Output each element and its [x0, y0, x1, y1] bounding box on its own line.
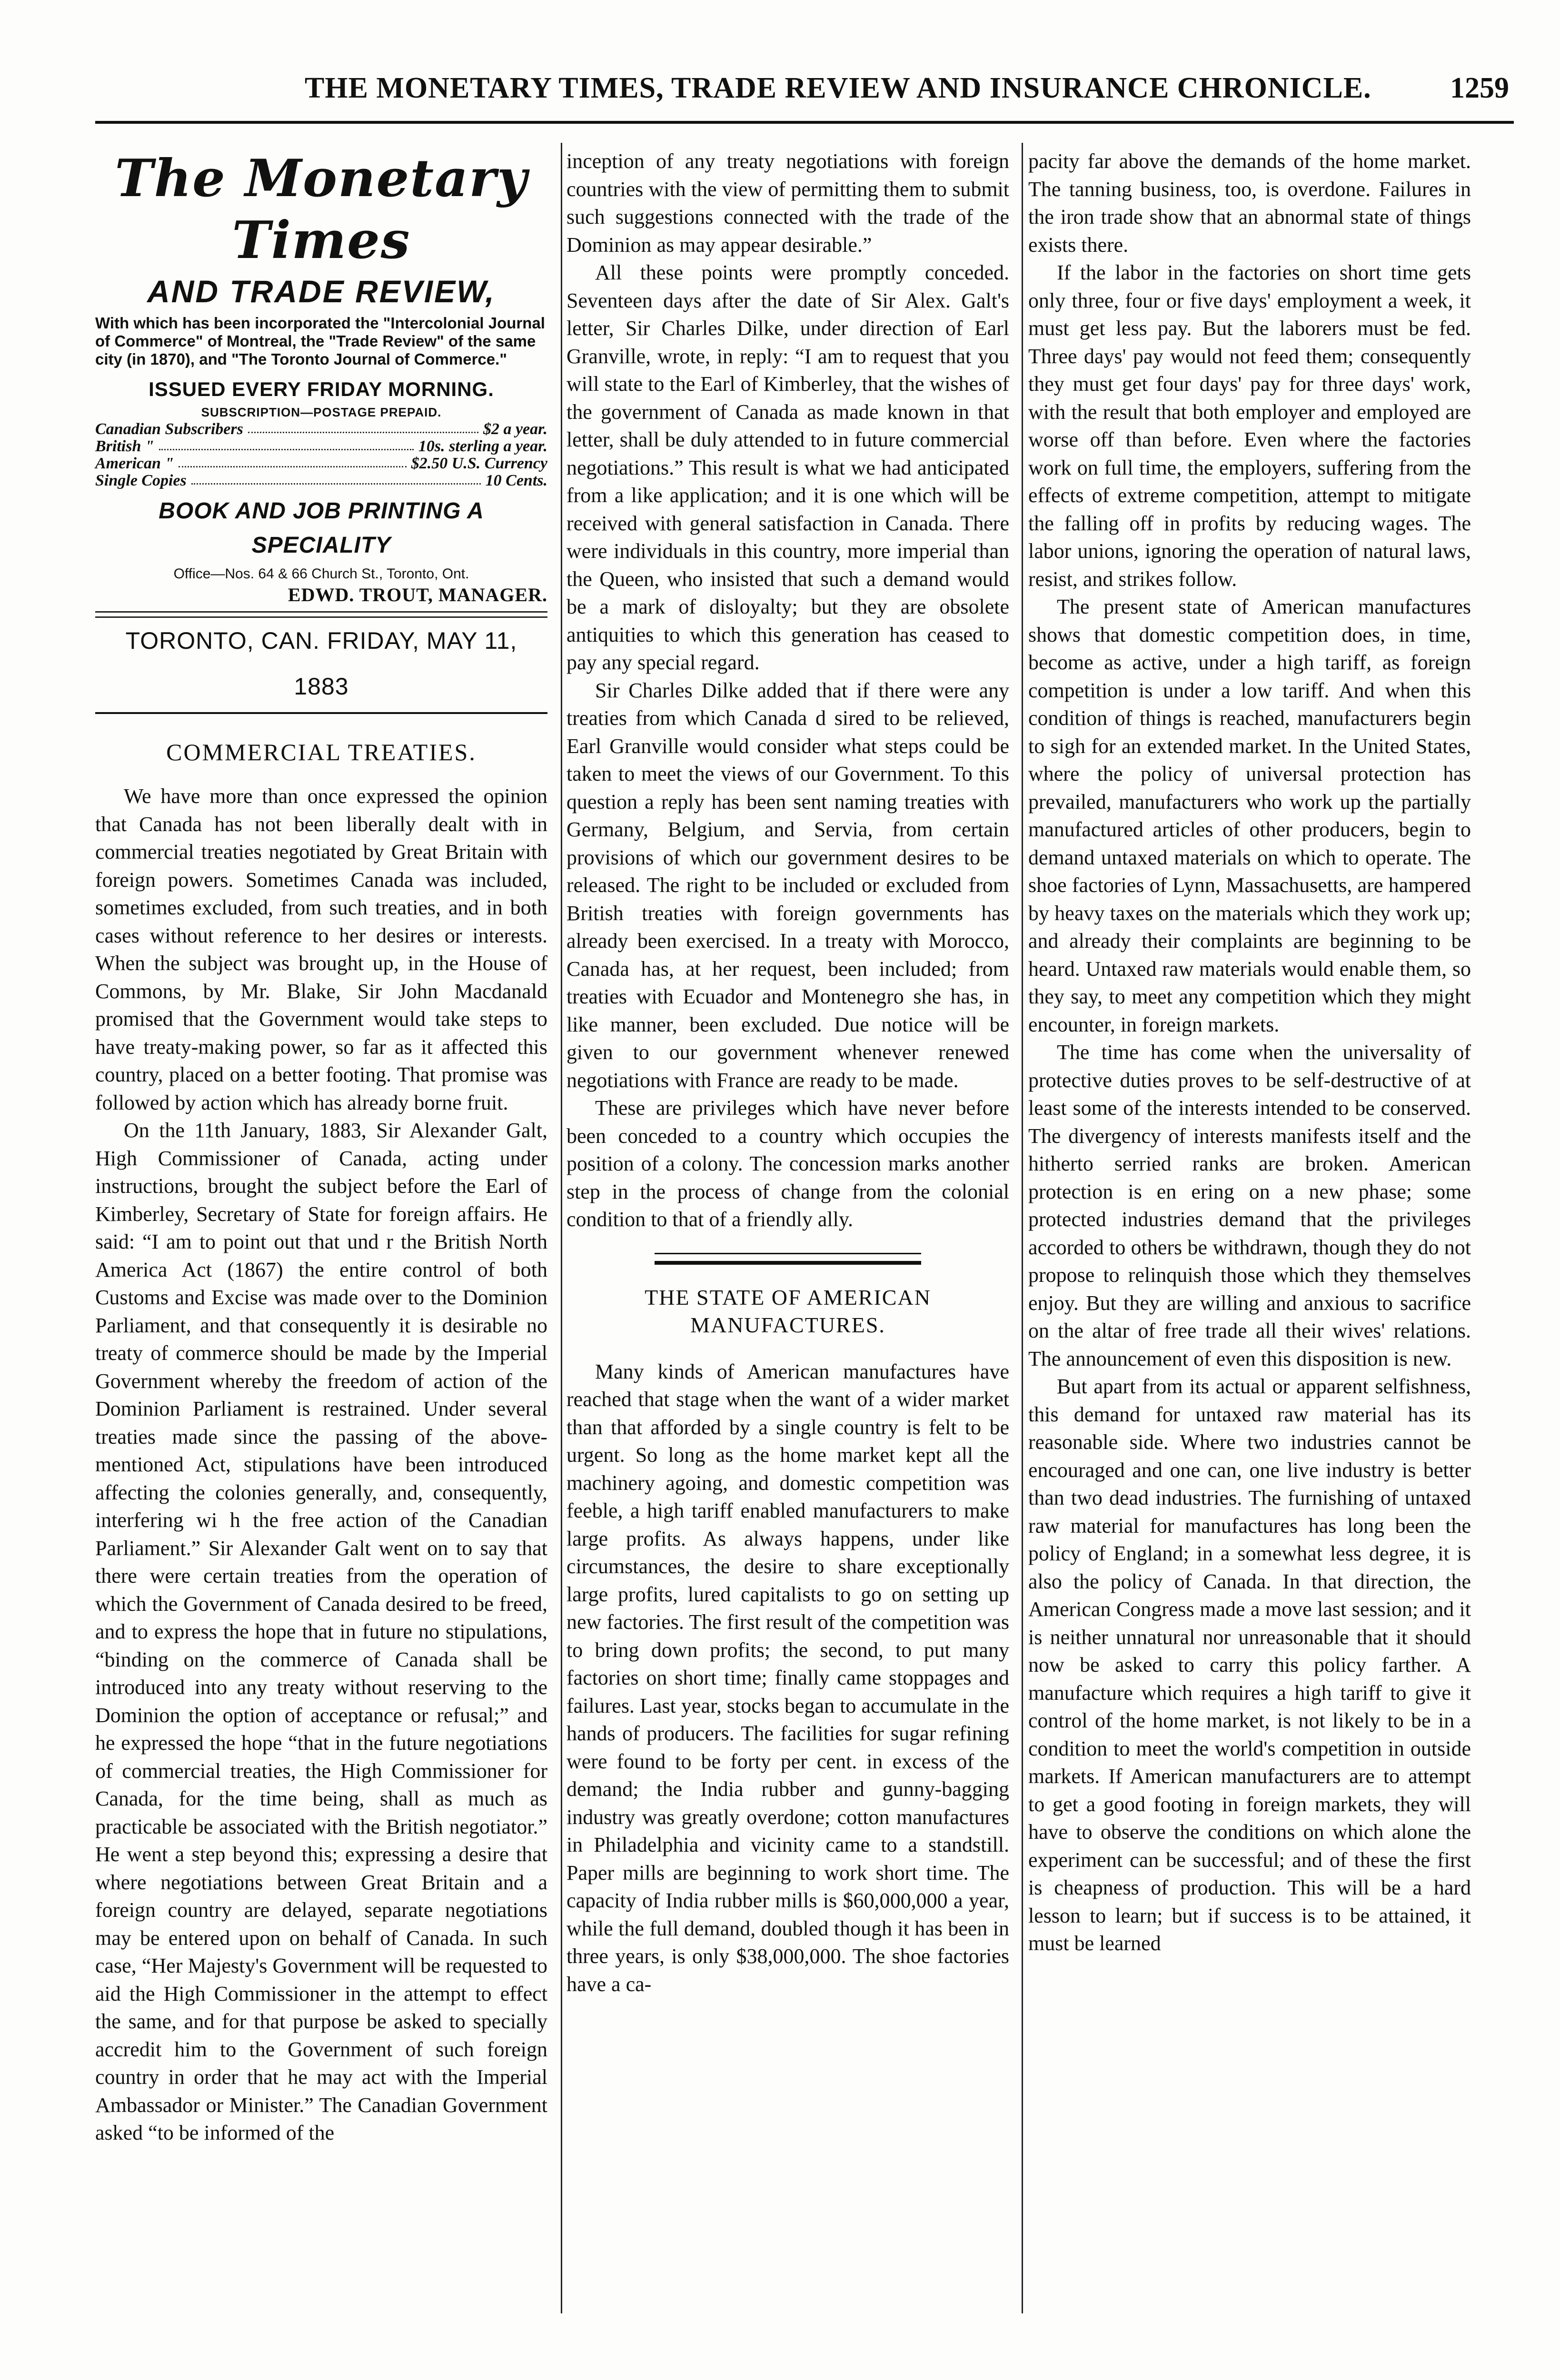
paragraph: If the labor in the factories on short time gets only three, four or five days' employment a week, it must get less pay. But the laborers must be fed. Three days' pay would not feed them; consequently they must get four days' pay for three days' work, with the result that both employer and employed are worse off than before. Even where the factories work on full time, the employers, suffering from the effects of extreme competition, attempt to mitigate the falling off in profits by reducing wages. The labor unions, ignoring the operation of natural laws, resist, and strikes follow. [1028, 261, 1471, 591]
leader-dots [159, 438, 414, 450]
paragraph: We have more than once expressed the opinion that Canada has not been liberally dealt with in commercial treaties negotiated by Great Britain with foreign powers. Sometimes Canada was included, sometimes excluded, from such treaties, and in both cases without reference to her desires or interests. When the subject was brought up, in the House of Commons, by Mr. Blake, Sir John Macdanald promised that the Government would take steps to have treaty-making power, so far as it affected this country, placed on a better footing. That promise was followed by action which has already borne fruit. [95, 784, 547, 1114]
paragraph: These are privileges which have never before been conceded to a country which occupies the position of a colony. The concession marks another step in the process of change from the colonial condition to that of a friendly ally. [566, 1096, 1009, 1231]
running-head [100, 71, 1509, 119]
column-3 [1028, 148, 1471, 1958]
leader-dots [248, 421, 478, 433]
subscription-price: $2 a year. [483, 420, 547, 438]
subscription-label: American " [95, 455, 174, 472]
head-rule [95, 121, 1514, 124]
masthead-title: The Monetary Times [115, 149, 528, 270]
leader-dots [179, 455, 407, 467]
subscription-row [95, 421, 547, 438]
book-printing-notice: BOOK AND JOB PRINTING A SPECIALITY [159, 498, 484, 558]
column-rule-1 [561, 143, 562, 2313]
article-title-american-manufactures: THE STATE OF AMERICAN MANUFACTURES. [645, 1285, 931, 1337]
running-title: THE MONETARY TIMES, TRADE REVIEW AND INSURANCE CHRONICLE. [305, 72, 1371, 104]
paragraph: inception of any treaty negotiations with foreign countries with the view of permitting them to submit such suggestions connected with the trade of the Dominion as may appear desirable.” [566, 149, 1009, 257]
article-body-col3 [1028, 148, 1471, 1958]
article-separator [655, 1253, 921, 1265]
dateline-rule [95, 712, 547, 714]
subscription-heading: SUBSCRIPTION—POSTAGE PREPAID. [201, 405, 442, 419]
paragraph: pacity far above the demands of the home market. The tanning business, too, is overdone. Failures in the iron trade show that an abnormal state of things exists there. [1028, 149, 1471, 257]
paragraph: On the 11th January, 1883, Sir Alexander Galt, High Commissioner of Canada, acting under instructions, brought the subject before the Earl of Kimberley, Secretary of State for foreign affairs. He said: “I am to point out that und r the British North America Act (1867) the entire control of both Customs and Excise was made over to the Dominion Parliament, and that consequently it is desirable no treaty of commerce should be made by the Imperial Government whereby the freedom of action of the Dominion Parliament is restrained. Under several treaties made since the passing of the above-mentioned Act, stipulations have been introduced affecting the colonies generally, and, consequently, interfering wi h the free action of the Canadian Parliament.” Sir Alexander Galt went on to say that there were certain treaties from the operation of which the Government of Canada desired to be freed, and to express the hope that in future no stipulations, “binding on the commerce of Canada shall be introduced into any treaty without reserving to the Dominion the option of acceptance or refusal;” and he expressed the hope “that in the future negotiations of commercial treaties, the High Commissioner for Canada, for the time being, shall as much as practicable be associated with the British negotiator.” He went a step beyond this; expressing a desire that where negotiations between Great Britain and a foreign country are delayed, separate negotiations may be entered upon on behalf of Canada. In such case, “Her Majesty's Government will be requested to aid the High Commissioner in the attempt to effect the same, and for that purpose be asked to specially accredit him to the Government of such foreign country in order that he may act with the Imperial Ambassador or Minister.” The Canadian Government asked “to be informed of the [95, 1119, 547, 2144]
subscription-row [95, 455, 547, 472]
subscription-list [95, 421, 547, 489]
masthead-rule [95, 611, 547, 618]
leader-dots [191, 472, 481, 485]
masthead-issued: ISSUED EVERY FRIDAY MORNING. [149, 378, 494, 400]
article-title-commercial-treaties: COMMERCIAL TREATIES. [166, 739, 477, 765]
masthead-subtitle: AND TRADE REVIEW, [147, 274, 496, 309]
paragraph: All these points were promptly conceded. Seventeen days after the date of Sir Alex. Galt's letter, Sir Charles Dilke, under direction of Earl Granville, wrote, in reply: “I am to request that you will state to the Earl of Kimberley, that the wishes of the government of Canada as made known in that letter, shall be duly attended to in future commercial negotiations.” This result is what we had anticipated from a like application; and it is one which will be received with general satisfaction in Canada. There were individuals in this country, more imperial than the Queen, who insisted that such a demand would be a mark of disloyalty; but they are obsolete antiquities to which this generation has ceased to pay any special regard. [566, 261, 1009, 674]
masthead [95, 148, 547, 714]
subscription-label: Single Copies [95, 472, 187, 489]
subscription-price: $2.50 U.S. Currency [411, 455, 547, 472]
manager-name: EDWD. TROUT, MANAGER. [288, 584, 547, 605]
paragraph: The present state of American manufactures shows that domestic competition does, in time, become as active, under a high tariff, as foreign competition is under a low tariff. And when this condition of things is reached, manufacturers begin to sigh for an extended market. In the United States, where the policy of universal protection has prevailed, manufacturers who work up the partially manufactured articles of other producers, begin to demand untaxed materials on which to operate. The shoe factories of Lynn, Massachusetts, are hampered by heavy taxes on the materials which they work up; and already their complaints are beginning to be heard. Untaxed raw materials would enable them, so they say, to meet any competition which they might encounter, in foreign markets. [1028, 595, 1471, 1036]
subscription-label: Canadian Subscribers [95, 420, 243, 438]
column-2 [566, 148, 1009, 1998]
subscription-price: 10s. sterling a year. [418, 437, 547, 455]
column-rule-2 [1022, 143, 1023, 2313]
masthead-note: With which has been incorporated the "Intercolonial Journal of Commerce" of Montreal, the "Trade Review" of the same city (in 1870), and "The Toronto Journal of Commerce." [95, 314, 545, 368]
subscription-label: British " [95, 437, 154, 455]
subscription-price: 10 Cents. [485, 472, 547, 489]
office-address: Office—Nos. 64 & 66 Church St., Toronto, Ont. [173, 566, 469, 582]
column-1 [95, 148, 547, 2147]
page-number: 1259 [1450, 72, 1509, 104]
paragraph: The time has come when the universality of protective duties proves to be self-destructive of at least some of the interests intended to be conserved. The divergency of interests manifests itself and the hitherto serried ranks are broken. American protection is en ering on a new phase; some protected industries demand that the privileges accorded to others be withdrawn, though they do not propose to relinquish those which they themselves enjoy. But they are willing and anxious to sacrifice on the altar of free trade all their wives' relations. The announcement of even this disposition is new. [1028, 1041, 1471, 1370]
dateline: TORONTO, CAN. FRIDAY, MAY 11, 1883 [125, 627, 517, 700]
paragraph: Many kinds of American manufactures have reached that stage when the want of a wider market than that afforded by a single country is felt to be urgent. So long as the home market kept all the machinery agoing, and domestic competition was feeble, a high tariff enabled manufacturers to make large profits. As always happens, under like circumstances, the desire to share exceptionally large profits, lured capitalists to go on setting up new factories. The first result of the competition was to bring down profits; the second, to put many factories on short time; finally came stoppages and failures. Last year, stocks began to accumulate in the hands of producers. The facilities for sugar refining were found to be forty per cent. in excess of the demand; the India rubber and gunny-bagging industry was greatly overdone; cotton manufactures in Philadelphia and vicinity came to a standstill. Paper mills are beginning to work short time. The capacity of India rubber mills is $60,000,000 a year, while the full demand, doubled though it has been in three years, is only $38,000,000. The shoe factories have a ca- [566, 1359, 1009, 1996]
subscription-row [95, 472, 547, 489]
article-body-col2-manufactures [566, 1358, 1009, 1999]
article-body-col1 [95, 783, 547, 2147]
article-body-col2 [566, 148, 1009, 1234]
paragraph: But apart from its actual or apparent selfishness, this demand for untaxed raw material has its reasonable side. Where two industries cannot be encouraged and one can, one live industry is better than two dead industries. The furnishing of untaxed raw material for manufactures has long been the policy of England; in a somewhat less degree, it is also the policy of Canada. In that direction, the American Congress made a move last session; and it is neither unnatural nor unreasonable that it should now be asked to carry this policy farther. A manufacture which requires a high tariff to give it control of the home market, is not likely to be in a condition to meet the world's competition in outside markets. If American manufacturers are to attempt to get a good footing in foreign markets, they will have to observe the conditions on which alone the experiment can be successful; and of these the first is cheapness of production. This will be a hard lesson to learn; but if success is to be attained, it must be learned [1028, 1375, 1471, 1955]
subscription-row [95, 438, 547, 455]
paragraph: Sir Charles Dilke added that if there were any treaties from which Canada d sired to be relieved, Earl Granville would consider what steps could be taken to meet the views of our Government. To this question a reply has been sent naming treaties with Germany, Belgium, and Servia, from certain provisions of which our government desires to be released. The right to be included or excluded from British treaties with foreign governments has already been exercised. In a treaty with Morocco, Canada has, at her request, been included; from treaties with Ecuador and Montenegro she has, in like manner, been excluded. Due notice will be given to our government whenever renewed negotiations with France are ready to be made. [566, 678, 1009, 1092]
